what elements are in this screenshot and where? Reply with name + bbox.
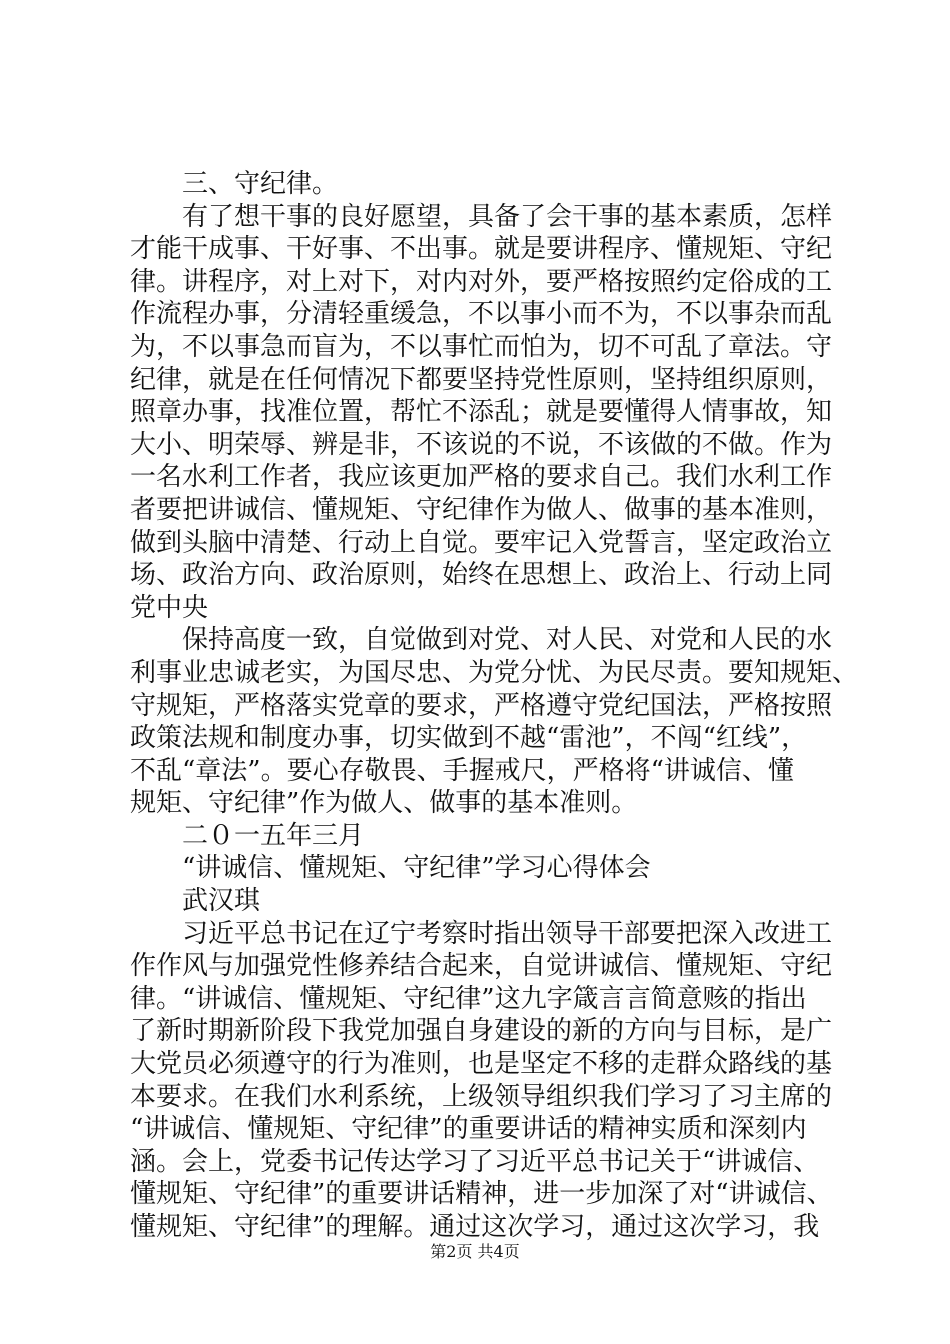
- paragraph-line: 照章办事，找准位置，帮忙不添乱；就是要懂得人情事故，知: [130, 397, 833, 428]
- paragraph-line: 懂规矩、守纪律”的理解。通过这次学习，通过这次学习，我: [130, 1212, 820, 1242]
- paragraph-line: 守规矩，严格落实党章的要求，严格遵守党纪国法，严格按照: [130, 690, 833, 721]
- paragraph-line: 为，不以事急而盲为，不以事忙而怕为，切不可乱了章法。守: [130, 331, 833, 362]
- document-body: [130, 168, 859, 1244]
- page-number-footer: 第2页 共4页: [430, 1242, 520, 1261]
- paragraph-line: 政策法规和制度办事，切实做到不越“雷池”，不闯“红线”，: [130, 723, 808, 754]
- paragraph-line: 者要把讲诚信、懂规矩、守纪律作为做人、做事的基本准则，: [130, 494, 833, 525]
- paragraph-line: 了新时期新阶段下我党加强自身建设的新的方向与目标，是广: [130, 1016, 833, 1047]
- paragraph-line: 不乱“章法”。要心存敬畏、手握戒尺，严格将“讲诚信、懂: [130, 755, 794, 786]
- paragraph-line: 有了想干事的良好愿望，具备了会干事的基本素质，怎样: [182, 201, 833, 232]
- paragraph-line: 律。讲程序，对上对下，对内对外，要严格按照约定俗成的工: [130, 266, 833, 297]
- section-heading: 三、守纪律。: [182, 169, 339, 199]
- paragraph-line: 涵。会上，党委书记传达学习了习近平总书记关于“讲诚信、: [130, 1146, 820, 1177]
- article-title: “讲诚信、懂规矩、守纪律”学习心得体会: [182, 853, 651, 884]
- paragraph-line: 懂规矩、守纪律”的重要讲话精神，进一步加深了对“讲诚信、: [130, 1179, 833, 1210]
- paragraph-line: 大党员必须遵守的行为准则，也是坚定不移的走群众路线的基: [130, 1049, 833, 1080]
- paragraph-line: 才能干成事、干好事、不出事。就是要讲程序、懂规矩、守纪: [130, 234, 833, 265]
- paragraph-line: 规矩、守纪律”作为做人、做事的基本准则。: [130, 788, 638, 819]
- paragraph-line: 习近平总书记在辽宁考察时指出领导干部要把深入改进工: [182, 918, 833, 949]
- paragraph-line: 作流程办事，分清轻重缓急，不以事小而不为，不以事杂而乱: [130, 299, 833, 330]
- date-line: 二０一五年三月: [182, 820, 365, 851]
- paragraph-line: 一名水利工作者，我应该更加严格的要求自己。我们水利工作: [130, 462, 833, 493]
- paragraph-line: 律。“讲诚信、懂规矩、守纪律”这九字箴言言简意赅的指出: [130, 983, 807, 1014]
- paragraph-line: “讲诚信、懂规矩、守纪律”的重要讲话的精神实质和深刻内: [130, 1114, 807, 1145]
- paragraph-line: 本要求。在我们水利系统，上级领导组织我们学习了习主席的: [130, 1081, 833, 1112]
- paragraph-line: 场、政治方向、政治原则，始终在思想上、政治上、行动上同: [130, 560, 833, 591]
- paragraph-line: 纪律，就是在任何情况下都要坚持党性原则，坚持组织原则，: [130, 364, 833, 395]
- author-name: 武汉琪: [182, 886, 261, 917]
- paragraph-line: 利事业忠诚老实，为国尽忠、为党分忧、为民尽责。要知规矩、: [130, 657, 859, 688]
- paragraph-line: 作作风与加强党性修养结合起来，自觉讲诚信、懂规矩、守纪: [130, 951, 833, 982]
- paragraph-line: 保持高度一致，自觉做到对党、对人民、对党和人民的水: [182, 625, 833, 656]
- paragraph-line: 做到头脑中清楚、行动上自觉。要牢记入党誓言，坚定政治立: [130, 527, 833, 558]
- paragraph-line: 党中央: [130, 592, 209, 623]
- paragraph-line: 大小、明荣辱、辨是非，不该说的不说，不该做的不做。作为: [130, 429, 833, 460]
